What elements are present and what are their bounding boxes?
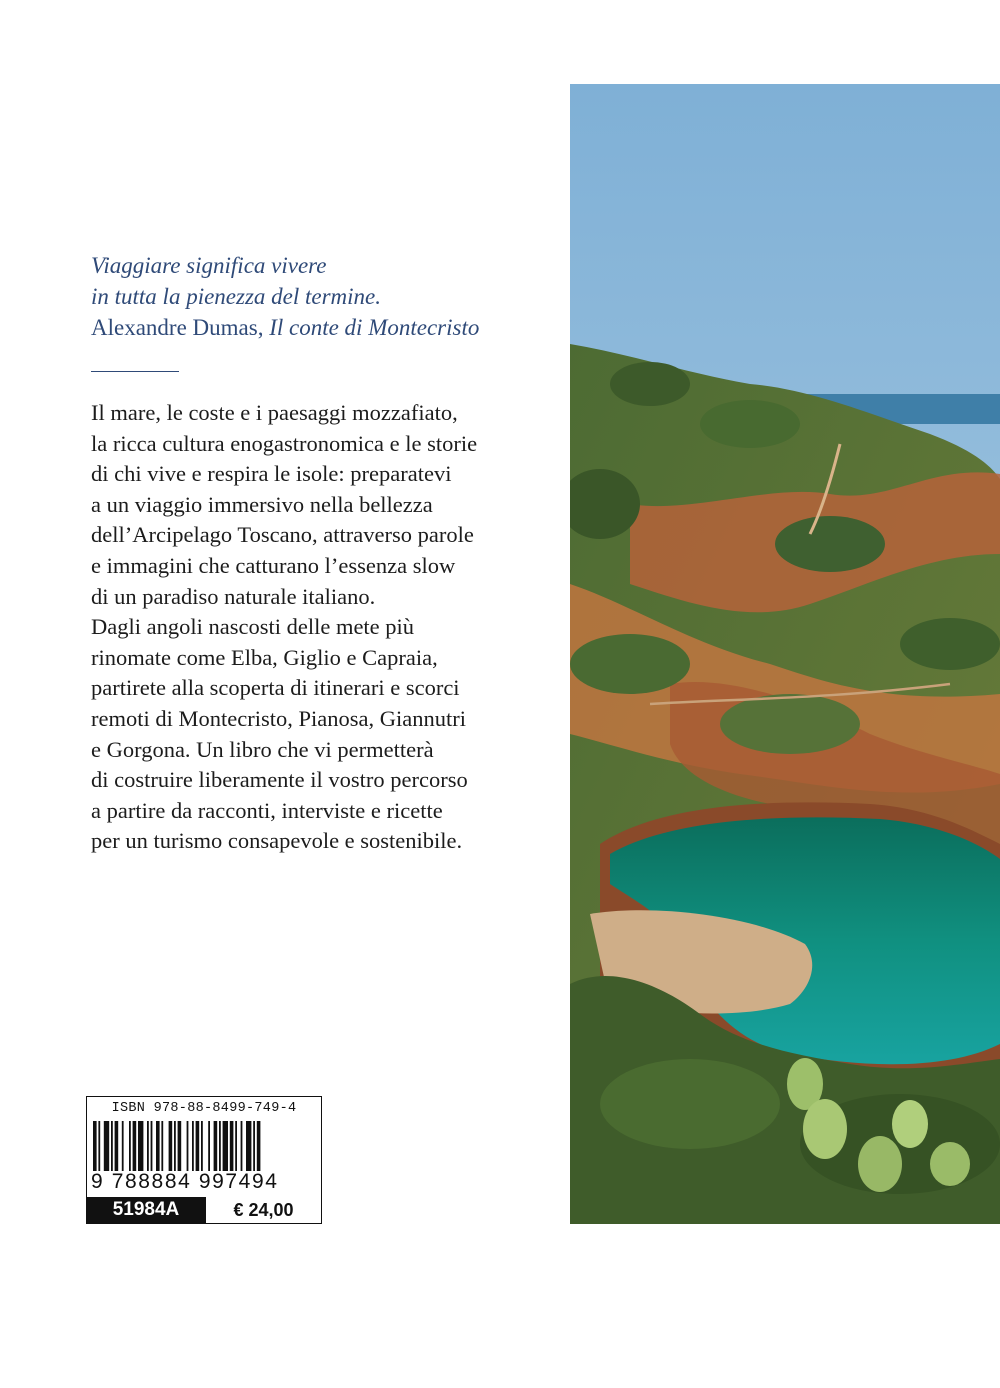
barcode-bar [129, 1121, 131, 1171]
barcode-bar [208, 1121, 210, 1171]
isbn-barcode [86, 1096, 322, 1224]
barcode-bar [151, 1121, 153, 1171]
description-line: di un paradiso naturale italiano. [91, 583, 376, 609]
description-line: e Gorgona. Un libro che vi permetterà [91, 736, 434, 762]
barcode-bar [187, 1121, 189, 1171]
divider-rule [91, 371, 179, 372]
quote-line-2: in tutta la pienezza del termine. [91, 284, 382, 309]
barcode-bar [230, 1121, 234, 1171]
barcode-bar [161, 1121, 163, 1171]
barcode-bar [257, 1121, 261, 1171]
barcode-bar [241, 1121, 243, 1171]
barcode-bar [122, 1121, 124, 1171]
barcode-bar [133, 1121, 137, 1171]
price-label: € 24,00 [205, 1197, 321, 1223]
barcode-bar [235, 1121, 237, 1171]
cover-photo-lake-landscape [570, 84, 1000, 1224]
barcode-bar [156, 1121, 160, 1171]
barcode-bar [246, 1121, 251, 1171]
barcode-bar [174, 1121, 176, 1171]
ean-digits: 9 788884 997494 [91, 1170, 279, 1193]
barcode-bars [93, 1121, 317, 1171]
barcode-bar [178, 1121, 182, 1171]
barcode-bar [138, 1121, 143, 1171]
product-code: 51984A [87, 1197, 205, 1223]
description-line: per un turismo consapevole e sostenibile. [91, 828, 463, 854]
description-line: e immagini che catturano l’essenza slow [91, 552, 456, 578]
barcode-bar [115, 1121, 119, 1171]
barcode-bar [192, 1121, 194, 1171]
description-line: di costruire liberamente il vostro percorso [91, 767, 468, 793]
quote-attribution [91, 312, 561, 343]
barcode-bar [98, 1121, 100, 1171]
barcode-bar [219, 1121, 221, 1171]
barcode-bar [253, 1121, 255, 1171]
barcode-bar [169, 1121, 173, 1171]
description-line: a partire da racconti, interviste e ricette [91, 797, 443, 823]
description-line: dell’Arcipelago Toscano, attraverso parole [91, 522, 474, 548]
quote-line-1: Viaggiare significa vivere [91, 253, 327, 278]
description-line: remoti di Montecristo, Pianosa, Giannutri [91, 705, 466, 731]
description-line: a un viaggio immersivo nella bellezza [91, 491, 433, 517]
quote-work: Il conte di Montecristo [269, 315, 480, 340]
barcode-bar [104, 1121, 109, 1171]
quote-author: Alexandre Dumas, [91, 315, 264, 340]
description-line: la ricca cultura enogastronomica e le storie [91, 430, 478, 456]
description-line: partirete alla scoperta di itinerari e scorci [91, 675, 460, 701]
description-line: Il mare, le coste e i paesaggi mozzafiato, [91, 400, 458, 425]
barcode-bar [214, 1121, 218, 1171]
barcode-bar [147, 1121, 149, 1171]
isbn-text: ISBN 978-88-8499-749-4 [111, 1101, 297, 1116]
description-line: rinomate come Elba, Giglio e Capraia, [91, 644, 438, 670]
book-description [91, 398, 561, 857]
barcode-bar [196, 1121, 200, 1171]
barcode-bar [223, 1121, 228, 1171]
epigraph-quote [91, 250, 561, 343]
barcode-bar [201, 1121, 203, 1171]
description-line: di chi vive e respira le isole: preparatevi [91, 461, 452, 487]
description-line: Dagli angoli nascosti delle mete più [91, 614, 415, 640]
barcode-bar [93, 1121, 97, 1171]
barcode-bar [111, 1121, 113, 1171]
